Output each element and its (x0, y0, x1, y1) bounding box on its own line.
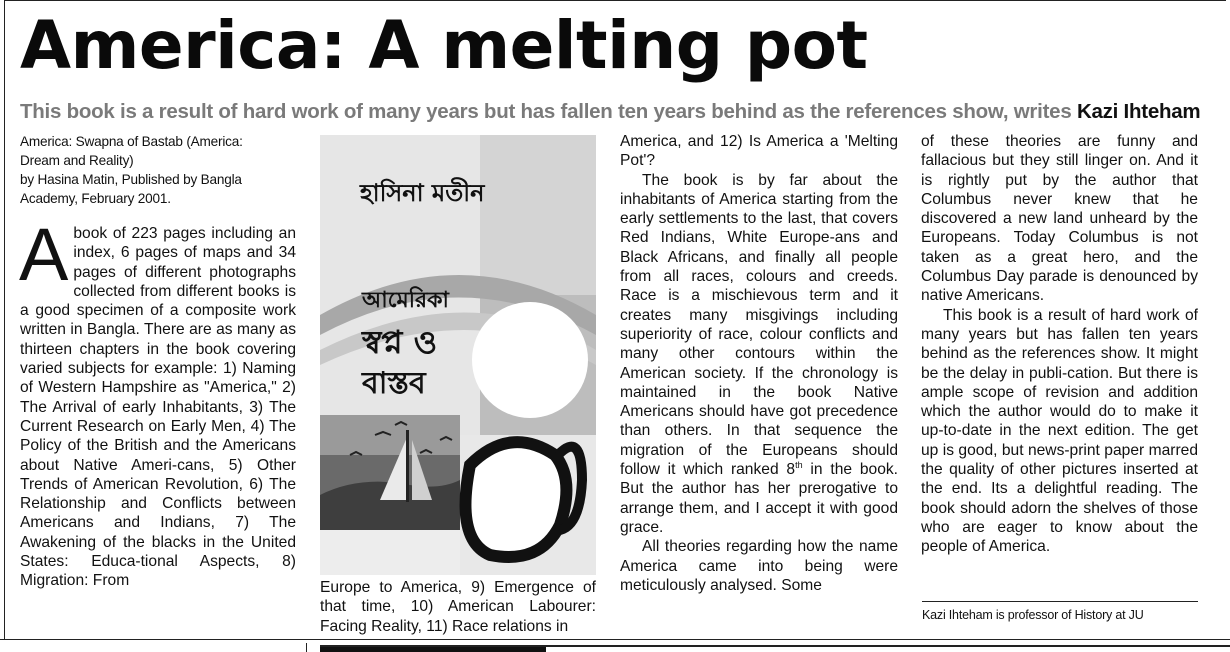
column-4-paragraph: This book is a result of hard work of many years but has fallen ten years behind as the references show. It might be the delay in publi-cation. But there is ample scope of revision and addition which the author would do to make it up-to-date in the next edition. The get up is good, but news-print paper marred the quality of other pictures inserted at the end. Its a delightful reading. The book should adorn the shelves of those who are eager to know about the people of America. (921, 306, 1198, 556)
drop-cap: A (19, 213, 69, 296)
next-article-header-bar (320, 647, 546, 652)
column-2-text: Europe to America, 9) Emergence of that time, 10) American Labourer: Facing Reality, 11) Race relations in (320, 579, 596, 635)
bottom-border (0, 639, 1230, 640)
book-cover-image (320, 135, 596, 575)
column-4 (921, 132, 1198, 557)
column-2-body (320, 578, 596, 636)
book-cover-title (362, 283, 572, 404)
top-border (4, 0, 1226, 1)
column-4-paragraph: of these theories are funny and fallacious but they still linger on. And it is rightly put by the author that Columbus never knew that he discovered a new land unheard by the Europeans. Today Columbus is not taken as a great hero, and the Columbus Day parade is denounced by native Americans. (921, 133, 1198, 305)
book-cover-author: হাসিনা মতীন (360, 179, 485, 207)
biblio-line: America: Swapna of Bastab (America: (20, 134, 243, 149)
book-cover-title-line: আমেরিকা (362, 287, 449, 313)
standfirst-text: This book is a result of hard work of many years but has fallen ten years behind as the references show, writes (20, 100, 1077, 123)
author-footnote: Kazi Ihteham is professor of History at JU (922, 608, 1144, 622)
bibliography (20, 132, 296, 208)
column-3-lead: America, and 12) Is America a 'Melting Pot'? (620, 133, 898, 170)
headline: America: A melting pot (20, 7, 868, 84)
book-cover-title-line: স্বপ্ন ও (362, 323, 438, 361)
biblio-line: by Hasina Matin, Published by Bangla (20, 172, 242, 187)
left-border (4, 0, 5, 640)
column-3 (620, 132, 898, 595)
biblio-line: Dream and Reality) (20, 153, 134, 168)
column-3-paragraph (620, 171, 898, 538)
column-3-text-a: The book is by far about the inhabitants of America starting from the early settlements to the last, that covers Red Indians, White Europe-ans and Black Africans, and finally all people from all races, colours and creeds. Race is a mischievous term and it creates many misgivings including superiority of race, colour conflicts and many other contours within the American society. If the chronology is maintained in the book Native Americans should have got precedence than others. In that sequence the migration of the Europeans should follow it which ranked 8 (620, 171, 898, 479)
column-1-body (19, 213, 296, 591)
column-1 (20, 132, 296, 591)
standfirst (20, 96, 1220, 128)
biblio-line: Academy, February 2001. (20, 191, 171, 206)
ordinal-superscript: th (795, 459, 803, 470)
footnote-divider (922, 601, 1198, 602)
column-1-text: book of 223 pages including an index, 6 pages of maps and 34 pages of different photographs collected from different books is a good specimen of a composite work written in Bangla. There are as many as thirteen chapters in the book covering varied subjects for example: 1) Naming of Western Hampshire as "America," 2) The Arrival of early Inhabitants, 3) The Current Research on Early Men, 4) The Policy of the British and the Americans about Native Ameri-cans, 5) Other Trends of American Revolution, 6) The Relationship and Conflicts between Americans and Indians, 7) The Awakening of the blacks in the United States: Educa-tional Aspects, 8) Migration: From (20, 225, 296, 590)
column-3-paragraph: All theories regarding how the name America came into being were meticulously analysed. Some (620, 538, 898, 594)
column-separator (306, 643, 307, 652)
book-cover-title-line: বাস্তব (362, 366, 426, 401)
byline: Kazi Ihteham (1076, 100, 1201, 123)
column-3-text-b: in the book. But the author has her prerogative to arrange them, and I accept it with good grace. (620, 461, 898, 536)
